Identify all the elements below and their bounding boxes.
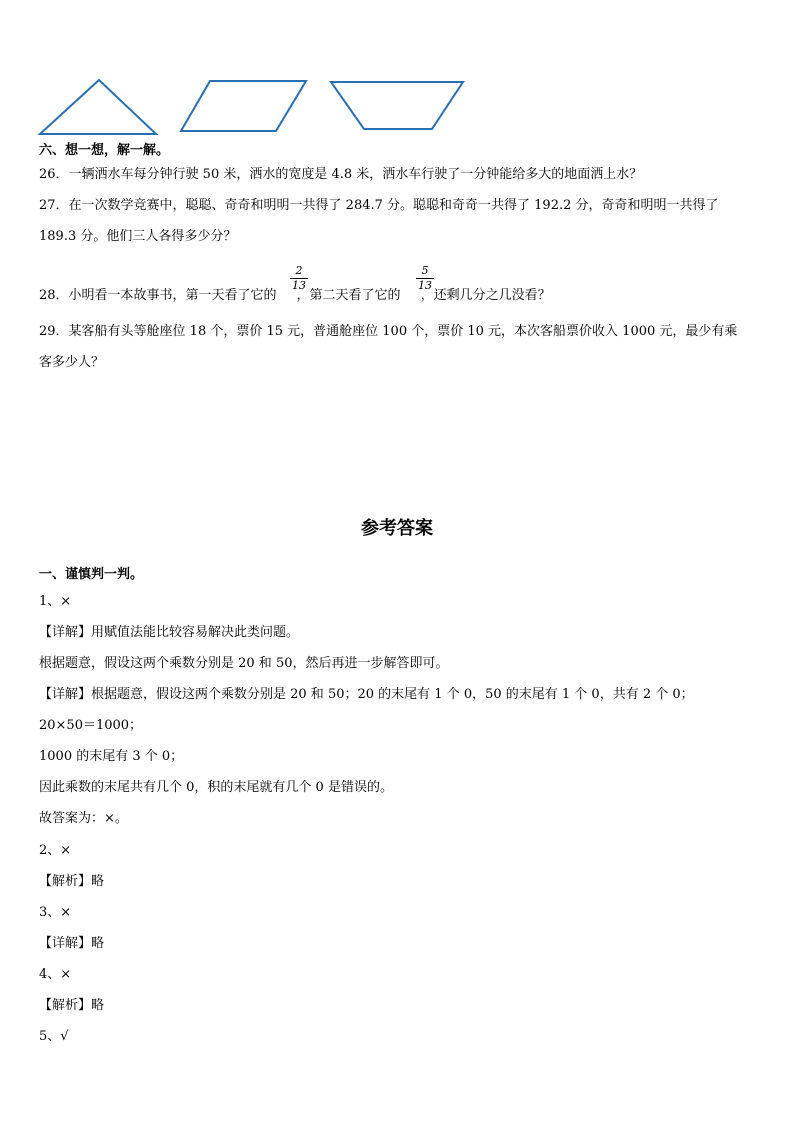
question-27-line2: 189.3 分。他们三人各得多少分？	[39, 229, 237, 244]
fraction-denominator: 13	[292, 279, 306, 292]
answer-3-detail: 【详解】略	[39, 936, 105, 951]
question-27-line1: 27．在一次数学竞赛中，聪聪、奇奇和明明一共得了 284.7 分。聪聪和奇奇一共得了 192.2 分，奇奇和明明一共得了	[39, 198, 719, 213]
answer-4: 4、×	[39, 967, 72, 982]
answer-1-line2: 根据题意，假设这两个乘数分别是 20 和 50，然后再进一步解答即可。	[39, 656, 449, 671]
answer-1: 1、×	[39, 594, 72, 609]
section6-heading: 六、想一想，解一解。	[39, 143, 170, 158]
geometry-shapes	[0, 0, 794, 140]
answer-2: 2、×	[39, 843, 72, 858]
fraction-5-13	[416, 265, 434, 292]
question-28-part3: ，还剩几分之几没看？	[420, 288, 551, 303]
answer-1-detail: 【详解】用赋值法能比较容易解决此类问题。	[39, 625, 300, 640]
question-29-line2: 客多少人？	[39, 355, 105, 370]
fraction-2-13	[290, 265, 308, 292]
fraction-denominator: 13	[418, 279, 432, 292]
question-26: 26．一辆洒水车每分钟行驶 50 米，洒水的宽度是 4.8 米，洒水车行驶了一分钟能给多大的地面洒上水？	[39, 167, 643, 182]
question-29-line1: 29．某客船有头等舱座位 18 个，票价 15 元，普通舱座位 100 个，票价 10 元，本次客船票价收入 1000 元，最少有乘	[39, 324, 738, 339]
answer-5: 5、√	[39, 1029, 69, 1044]
triangle-shape	[40, 80, 156, 134]
answers-title: 参考答案	[361, 518, 433, 539]
answer-4-detail: 【解析】略	[39, 998, 105, 1013]
answers-section1-heading: 一、谨慎判一判。	[39, 567, 144, 582]
trapezoid-shape	[331, 82, 463, 129]
answer-2-detail: 【解析】略	[39, 874, 105, 889]
parallelogram-shape	[181, 81, 306, 131]
answer-1-line7: 故答案为：×。	[39, 811, 128, 826]
answer-1-line3: 【详解】根据题意，假设这两个乘数分别是 20 和 50；20 的末尾有 1 个 0，50 的末尾有 1 个 0，共有 2 个 0；	[39, 687, 694, 702]
fraction-numerator: 2	[295, 264, 303, 277]
answer-1-line5: 1000 的末尾有 3 个 0；	[39, 749, 184, 764]
fraction-numerator: 5	[421, 264, 429, 277]
question-28-part1: 28．小明看一本故事书，第一天看了它的	[39, 288, 277, 303]
question-28-part2: ，第二天看了它的	[296, 288, 401, 303]
answer-1-line4: 20×50＝1000；	[39, 718, 143, 733]
answer-1-line6: 因此乘数的末尾共有几个 0，积的末尾就有几个 0 是错误的。	[39, 780, 393, 795]
answer-3: 3、×	[39, 905, 72, 920]
